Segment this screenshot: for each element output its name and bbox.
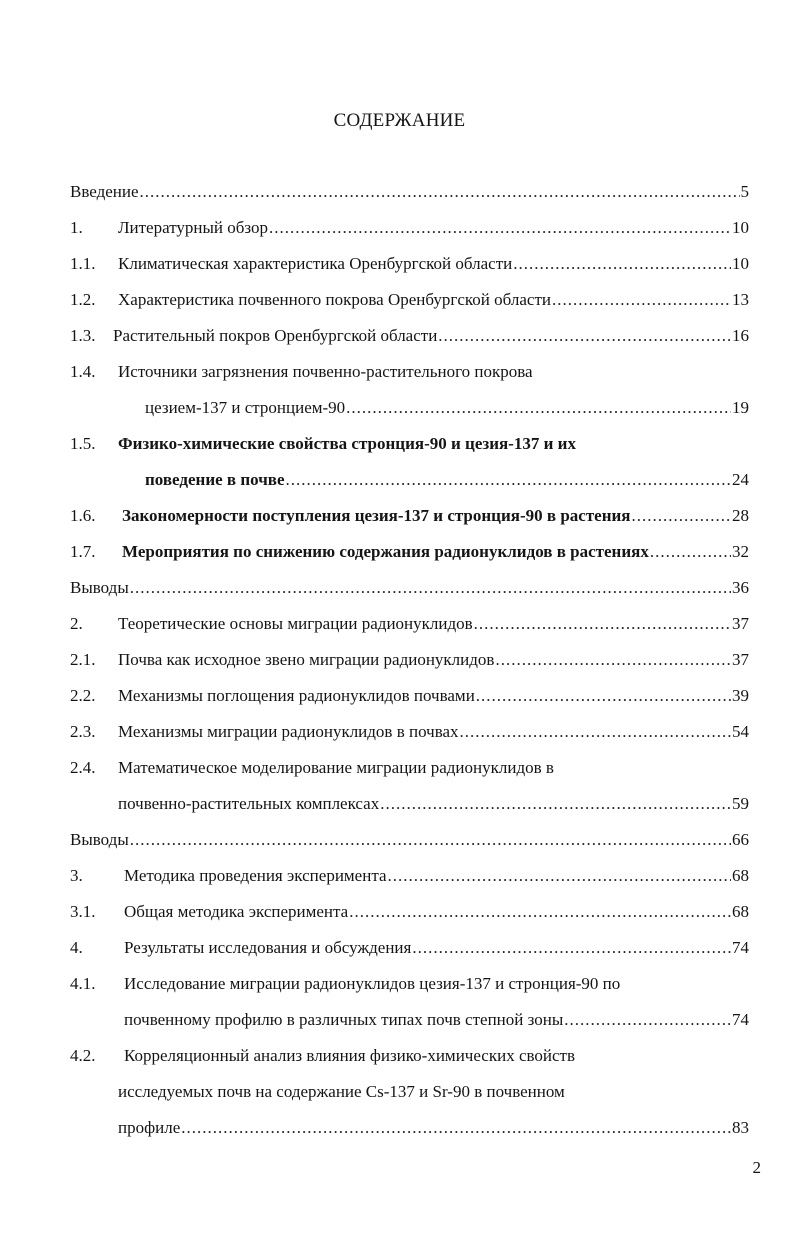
toc-entry-title: Математическое моделирование миграции радионуклидов в	[118, 758, 554, 777]
toc-entry[interactable]	[124, 937, 749, 959]
toc-number: 4.1.	[70, 974, 96, 993]
toc-entry-title: цезием-137 и стронцием-90	[145, 398, 346, 417]
toc-number: 1.1.	[70, 254, 96, 273]
toc-entry-title: Растительный покров Оренбургской области	[113, 326, 438, 345]
toc-entry-title: почвенно-растительных комплексах	[118, 794, 380, 813]
toc-entry-title: Выводы	[70, 578, 129, 597]
dot-leader	[552, 289, 731, 311]
toc-page-ref: 68	[732, 902, 749, 921]
toc-entry[interactable]	[70, 577, 749, 599]
toc-entry-title: почвенному профилю в различных типах почв степной зоны	[124, 1010, 564, 1029]
dot-leader	[388, 865, 731, 887]
toc-entry[interactable]	[70, 829, 749, 851]
toc-entry-title: профиле	[118, 1118, 181, 1137]
toc-page-ref: 54	[732, 722, 749, 741]
toc-number: 1.6.	[70, 506, 96, 525]
toc-entry-title: Литературный обзор	[118, 218, 269, 237]
toc-entry-title: Характеристика почвенного покрова Оренбургской области	[118, 290, 551, 309]
toc-page-ref: 74	[732, 938, 749, 957]
toc-entry[interactable]	[124, 901, 749, 923]
toc-number: 2.	[70, 614, 83, 633]
toc-entry-title: Введение	[70, 182, 139, 201]
toc-page-ref: 13	[732, 290, 749, 309]
toc-page-ref: 10	[732, 254, 749, 273]
toc-entry[interactable]	[70, 181, 749, 203]
toc-entry[interactable]	[118, 793, 749, 815]
toc-page-ref: 66	[732, 830, 749, 849]
toc-entry-title: исследуемых почв на содержание Cs-137 и Sr-90 в почвенном	[118, 1082, 565, 1101]
toc-entry-title: Мероприятия по снижению содержания радионуклидов в растениях	[122, 542, 649, 561]
dot-leader	[412, 937, 731, 959]
toc-page-ref: 68	[732, 866, 749, 885]
toc-entry-title: Общая методика эксперимента	[124, 902, 349, 921]
toc-number: 1.5.	[70, 434, 96, 453]
toc-entry[interactable]	[145, 397, 749, 419]
dot-leader	[130, 577, 731, 599]
page-number: 2	[752, 1158, 761, 1177]
toc-entry[interactable]	[118, 361, 533, 383]
dot-leader	[346, 397, 731, 419]
toc-entry-title: Закономерности поступления цезия-137 и стронция-90 в растения	[122, 506, 631, 525]
toc-entry-title: Корреляционный анализ влияния физико-химических свойств	[124, 1046, 576, 1065]
toc-page-ref: 36	[732, 578, 749, 597]
toc-entry[interactable]	[118, 685, 749, 707]
toc-entry-title: Исследование миграции радионуклидов цезия-137 и стронция-90 по	[124, 974, 621, 993]
dot-leader	[130, 829, 731, 851]
dot-leader	[650, 541, 731, 563]
toc-entry-title: Методика проведения эксперимента	[124, 866, 387, 885]
toc-entry[interactable]	[118, 289, 749, 311]
toc-entry-title: Климатическая характеристика Оренбургской области	[118, 254, 513, 273]
page-title: СОДЕРЖАНИЕ	[333, 110, 466, 131]
toc-entry-title: поведение в почве	[145, 470, 285, 489]
dot-leader	[474, 613, 731, 635]
toc-entry[interactable]	[118, 433, 576, 455]
toc-number: 2.1.	[70, 650, 96, 669]
toc-entry[interactable]	[122, 541, 749, 563]
toc-entry[interactable]	[118, 253, 749, 275]
toc-entry[interactable]	[118, 1081, 565, 1103]
toc-number: 2.2.	[70, 686, 96, 705]
dot-leader	[140, 181, 740, 203]
toc-number: 3.1.	[70, 902, 96, 921]
toc-page-ref: 16	[732, 326, 749, 345]
toc-entry[interactable]	[118, 649, 749, 671]
toc-entry[interactable]	[118, 1117, 749, 1139]
toc-number: 4.2.	[70, 1046, 96, 1065]
toc-entry[interactable]	[113, 325, 749, 347]
toc-entry[interactable]	[118, 217, 749, 239]
toc-entry[interactable]	[124, 973, 620, 995]
toc-page-ref: 32	[732, 542, 749, 561]
toc-page-ref: 24	[732, 470, 749, 489]
toc-page-ref: 59	[732, 794, 749, 813]
toc-number: 1.7.	[70, 542, 96, 561]
dot-leader	[513, 253, 731, 275]
toc-entry[interactable]	[118, 613, 749, 635]
dot-leader	[495, 649, 731, 671]
toc-page-ref: 83	[732, 1118, 749, 1137]
toc-page-ref: 37	[732, 614, 749, 633]
dot-leader	[181, 1117, 731, 1139]
toc-entry-title: Почва как исходное звено миграции радионуклидов	[118, 650, 495, 669]
toc-number: 1.	[70, 218, 83, 237]
toc-number: 1.2.	[70, 290, 96, 309]
toc-entry-title: Источники загрязнения почвенно-растительного покрова	[118, 362, 533, 381]
dot-leader	[269, 217, 731, 239]
toc-entry-title: Физико-химические свойства стронция-90 и цезия-137 и их	[118, 434, 576, 453]
toc-entry[interactable]	[124, 1009, 749, 1031]
toc-page-ref: 37	[732, 650, 749, 669]
dot-leader	[438, 325, 731, 347]
dot-leader	[380, 793, 731, 815]
toc-page-ref: 28	[732, 506, 749, 525]
toc-page-ref: 10	[732, 218, 749, 237]
dot-leader	[476, 685, 731, 707]
toc-entry-title: Теоретические основы миграции радионуклидов	[118, 614, 473, 633]
toc-entry-title: Результаты исследования и обсуждения	[124, 938, 412, 957]
toc-page-ref: 19	[732, 398, 749, 417]
toc-entry[interactable]	[145, 469, 749, 491]
toc-number: 3.	[70, 866, 83, 885]
dot-leader	[460, 721, 731, 743]
dot-leader	[564, 1009, 731, 1031]
toc-number: 4.	[70, 938, 83, 957]
dot-leader	[286, 469, 731, 491]
toc-page-ref: 39	[732, 686, 749, 705]
toc-entry-title: Механизмы миграции радионуклидов в почвах	[118, 722, 459, 741]
toc-entry-title: Выводы	[70, 830, 129, 849]
toc-number: 2.3.	[70, 722, 96, 741]
dot-leader	[349, 901, 731, 923]
toc-entry[interactable]	[118, 721, 749, 743]
toc-number: 2.4.	[70, 758, 96, 777]
toc-entry-title: Механизмы поглощения радионуклидов почвами	[118, 686, 475, 705]
toc-page-ref: 5	[740, 182, 749, 201]
toc-page-ref: 74	[732, 1010, 749, 1029]
toc-entry[interactable]	[124, 865, 749, 887]
toc-number: 1.3.	[70, 326, 96, 345]
toc-entry[interactable]	[118, 757, 554, 779]
dot-leader	[632, 505, 732, 527]
toc-entry[interactable]	[122, 505, 749, 527]
toc-number: 1.4.	[70, 362, 96, 381]
toc-entry[interactable]	[124, 1045, 575, 1067]
